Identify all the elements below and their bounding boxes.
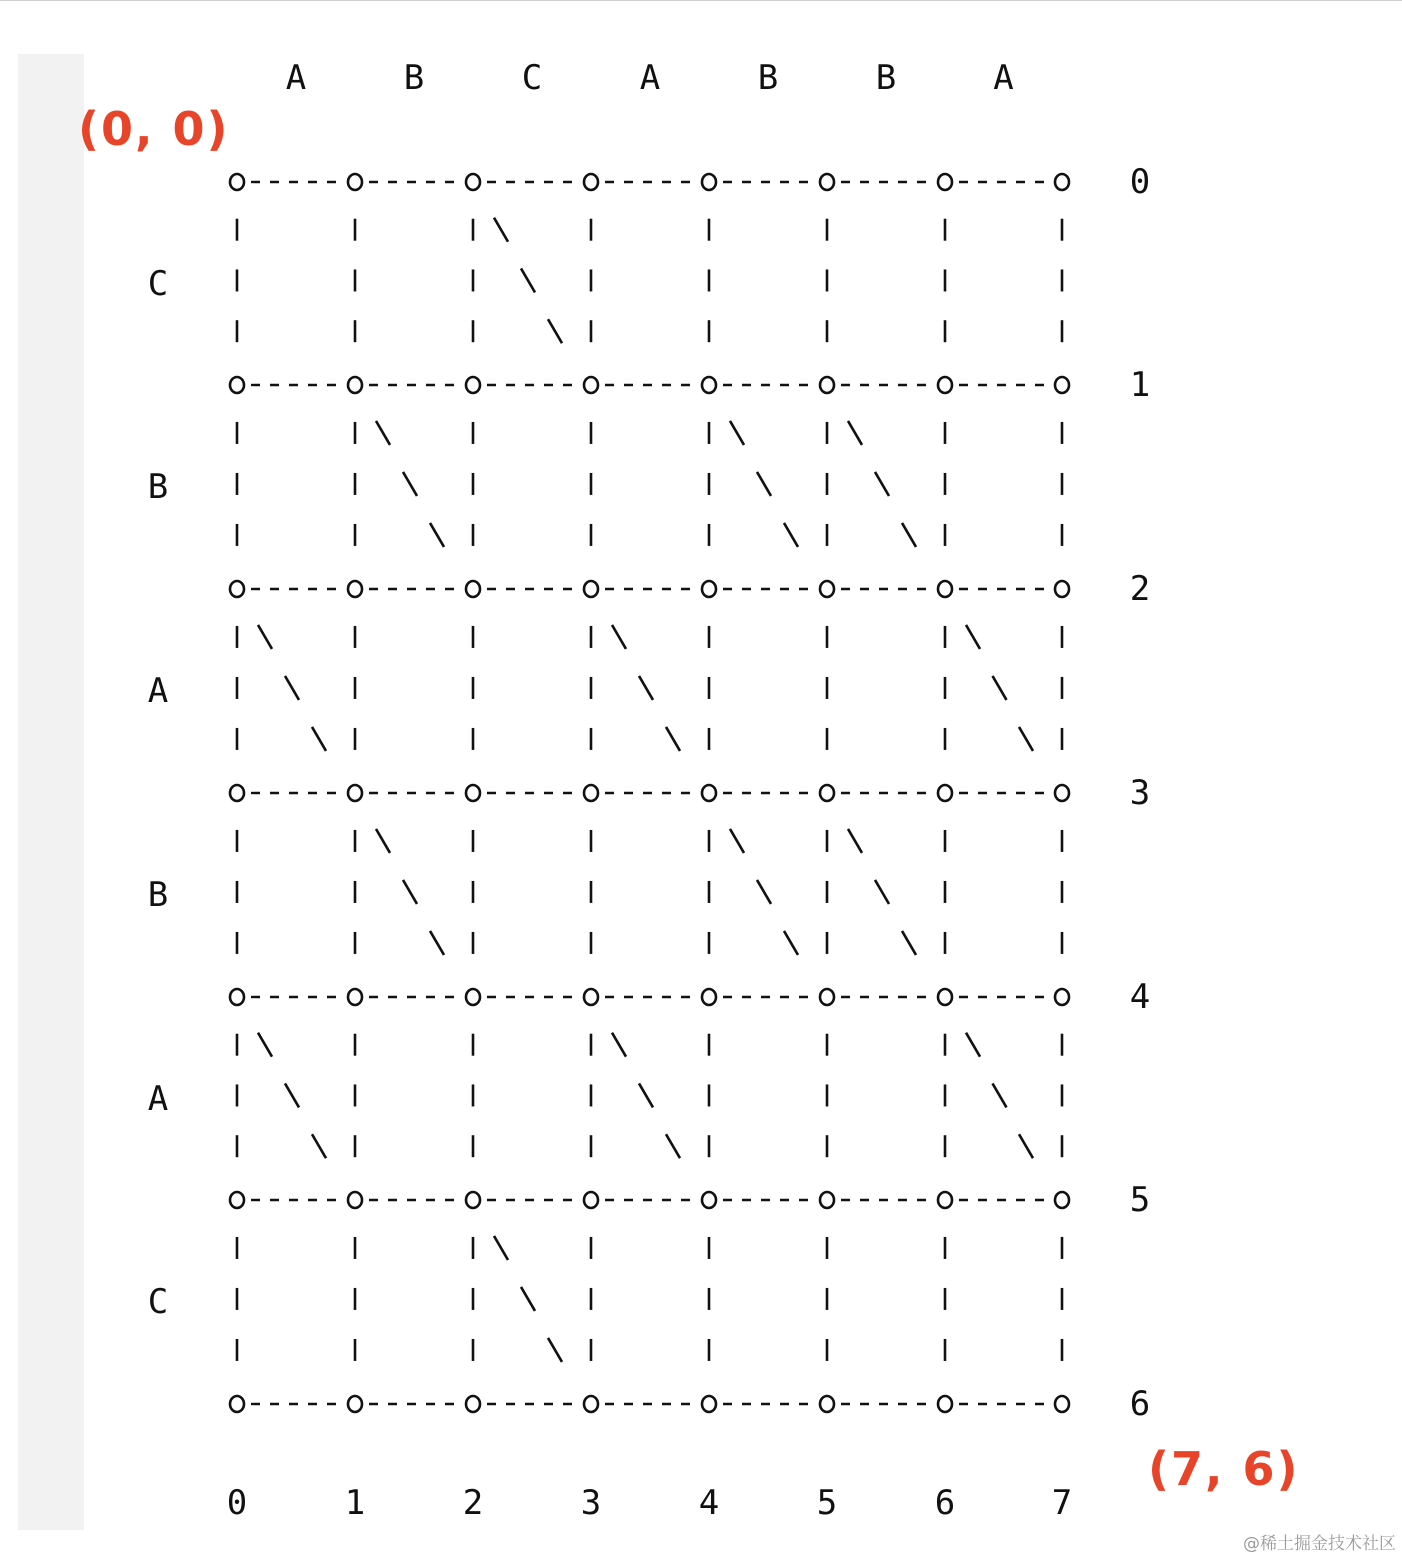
grid-node [938,1192,952,1208]
diagonal-edge-segment [902,523,916,547]
column-index-label: 1 [344,1483,366,1523]
diagonal-edge-segment [848,421,862,445]
left-char-label: A [147,1078,169,1119]
diagonal-edge-segment [730,421,744,445]
grid-node [702,377,716,393]
top-char-label: B [403,58,425,98]
diagonal-edge-segment [376,829,390,853]
grid-node [702,989,716,1005]
diagonal-edge-segment [902,931,916,955]
grid-node [1055,989,1069,1005]
grid-node [230,377,244,393]
grid-node [348,1396,362,1412]
grid-node [702,1396,716,1412]
grid-node [348,1192,362,1208]
diagonal-edge-segment [403,472,417,496]
column-index-label: 4 [698,1483,720,1523]
grid-node [820,1192,834,1208]
diagonal-edge-segment [993,1083,1007,1107]
row-index-label: 0 [1129,162,1151,202]
column-index-label: 0 [226,1483,248,1523]
diagonal-edge-segment [548,1338,562,1362]
grid-node [584,174,598,190]
grid-node [466,989,480,1005]
diagonal-edge-segment [875,472,889,496]
row-index-label: 6 [1129,1384,1151,1424]
grid-node [938,989,952,1005]
grid-node [230,174,244,190]
diagonal-edge-segment [639,676,653,700]
diagonal-edge-segment [784,931,798,955]
grid-node [584,581,598,597]
grid-node [1055,581,1069,597]
grid-node [938,785,952,801]
grid-node [230,1396,244,1412]
diagonal-edge-segment [548,319,562,343]
grid-node [938,377,952,393]
column-index-label: 6 [934,1483,956,1523]
diagonal-edge-segment [521,268,535,292]
diagonal-edge-segment [993,676,1007,700]
diagonal-edge-segment [258,1033,272,1057]
grid-node [1055,1192,1069,1208]
diagonal-edge-segment [757,880,771,904]
grid-node [584,1192,598,1208]
column-index-label: 2 [462,1483,484,1523]
diagonal-edge-segment [376,421,390,445]
grid-node [1055,174,1069,190]
grid-node [230,581,244,597]
diagonal-edge-segment [848,829,862,853]
grid-node [466,174,480,190]
grid-node [348,785,362,801]
diagonal-edge-segment [666,1134,680,1158]
top-char-label: A [285,58,307,98]
diagonal-edge-segment [612,1033,626,1057]
grid-node [1055,377,1069,393]
top-char-label: A [993,58,1014,98]
top-char-label: B [875,58,897,98]
grid-node [820,1396,834,1412]
column-index-label: 3 [580,1483,602,1523]
diagonal-edge-segment [966,1033,980,1057]
grid-node [230,1192,244,1208]
column-index-label: 7 [1051,1483,1073,1523]
diagonal-edge-segment [430,523,444,547]
left-char-label: A [147,671,169,711]
left-char-label: C [147,1282,169,1322]
top-char-label: C [521,58,543,98]
left-char-label: B [147,467,169,507]
grid-node [820,989,834,1005]
grid-node [466,1192,480,1208]
grid-node [820,581,834,597]
grid-node [820,377,834,393]
grid-node [466,581,480,597]
grid-node [466,377,480,393]
grid-node [938,581,952,597]
grid-node [466,785,480,801]
diagonal-edge-segment [1019,1134,1033,1158]
grid-node [938,174,952,190]
diagonal-edge-segment [494,1236,508,1260]
grid-node [1055,785,1069,801]
diagonal-edge-segment [784,523,798,547]
grid-node [348,581,362,597]
grid-node [348,174,362,190]
diagonal-edge-segment [966,625,980,649]
grid-node [584,785,598,801]
grid-node [584,989,598,1005]
grid-node [230,785,244,801]
diagonal-edge-segment [521,1287,535,1311]
start-coordinate-label: (0, 0) [78,102,230,156]
diagonal-edge-segment [312,727,326,751]
row-index-label: 2 [1129,569,1151,609]
grid-node [230,989,244,1005]
column-index-label: 5 [816,1483,838,1523]
top-char-label: A [639,58,661,98]
diagonal-edge-segment [258,625,272,649]
grid-node [584,1396,598,1412]
diagonal-edge-segment [285,676,299,700]
row-index-label: 5 [1129,1180,1151,1220]
left-char-label: B [147,875,169,915]
row-index-label: 3 [1129,773,1151,813]
diagonal-edge-segment [612,625,626,649]
grid-node [1055,1396,1069,1412]
diagonal-edge-segment [1019,727,1033,751]
left-char-label: C [147,263,169,304]
grid-node [584,377,598,393]
grid-node [702,581,716,597]
diagonal-edge-segment [666,727,680,751]
watermark: @稀土掘金技术社区 [1243,1534,1396,1554]
grid-node [466,1396,480,1412]
diagonal-edge-segment [285,1083,299,1107]
row-index-label: 1 [1129,365,1151,405]
end-coordinate-label: (7, 6) [1148,1442,1300,1496]
grid-node [348,989,362,1005]
grid-node [702,1192,716,1208]
diagonal-edge-segment [312,1134,326,1158]
row-index-label: 4 [1129,977,1151,1017]
diagonal-edge-segment [757,472,771,496]
grid-node [702,785,716,801]
diagonal-edge-segment [730,829,744,853]
diagonal-edge-segment [875,880,889,904]
diagonal-edge-segment [494,218,508,242]
diagonal-edge-segment [639,1083,653,1107]
top-char-label: B [757,58,779,98]
grid-node [348,377,362,393]
grid-node [702,174,716,190]
diagonal-edge-segment [430,931,444,955]
diagonal-edge-segment [403,880,417,904]
grid-node [820,785,834,801]
grid-node [938,1396,952,1412]
grid-node [820,174,834,190]
